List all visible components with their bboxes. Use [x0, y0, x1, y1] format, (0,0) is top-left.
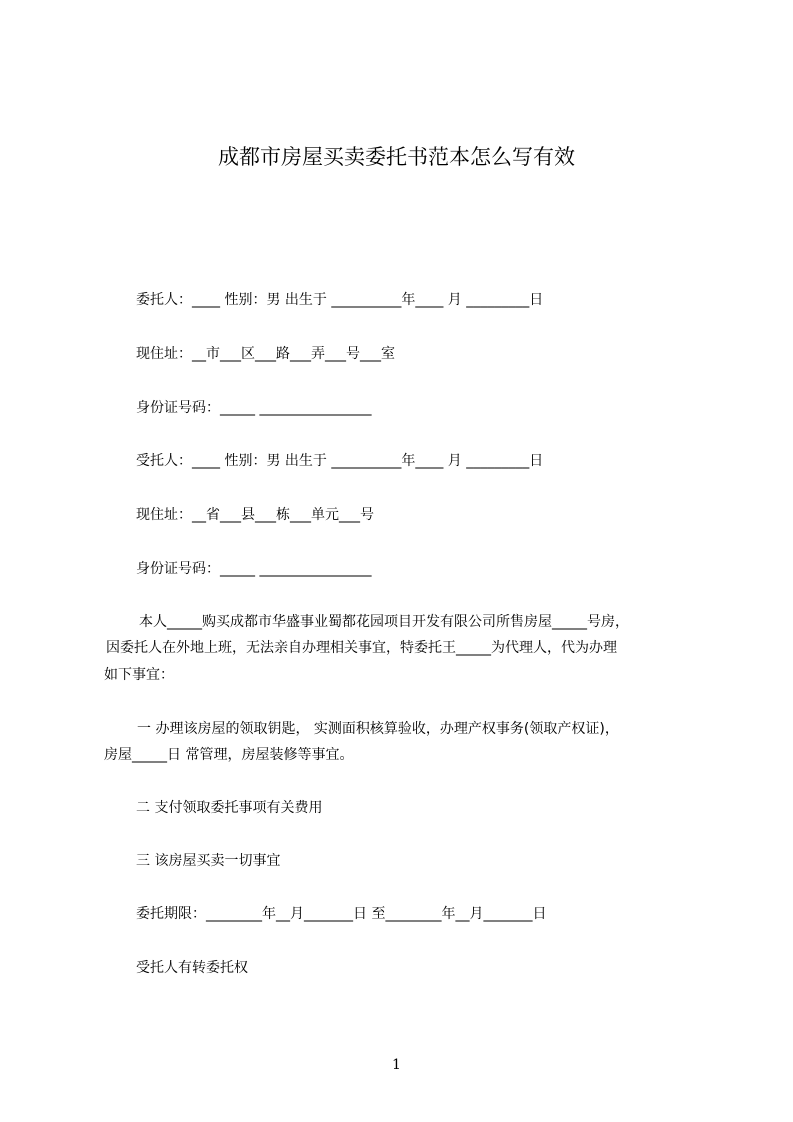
term-line: 委托期限：________年__月_______日 至________年__月_______日 [136, 906, 547, 922]
agent-address-line: 现住址：__省___县___栋___单元___号 [136, 507, 374, 523]
principal-info-line: 委托人：____ 性别：男 出生于 __________年____ 月 _________日 [136, 292, 544, 308]
agent-id-line: 身份证号码：_____ ________________ [136, 561, 372, 577]
principal-id-line: 身份证号码：_____ ________________ [136, 400, 372, 416]
item-1-line-2: 房屋_____日 常管理，房屋装修等事宜。 [104, 747, 354, 763]
intro-paragraph-line-3: 如下事宜： [104, 667, 174, 683]
item-2-line: 二 支付领取委托事项有关费用 [136, 800, 323, 816]
item-3-line: 三 该房屋买卖一切事宜 [136, 853, 281, 869]
item-1-line-1: 一 办理该房屋的领取钥匙， 实测面积核算验收，办理产权事务(领取产权证)， [137, 721, 619, 737]
page-number: 1 [392, 1057, 401, 1073]
document-title: 成都市房屋买卖委托书范本怎么写有效 [218, 145, 575, 169]
intro-paragraph-line-2: 因委托人在外地上班，无法亲自办理相关事宜，特委托王_____为代理人，代为办理 [106, 640, 617, 656]
transfer-right-line: 受托人有转委托权 [136, 960, 248, 976]
principal-address-line: 现住址：__市___区___路___弄___号___室 [136, 346, 395, 362]
intro-paragraph-line-1: 本人_____购买成都市华盛事业蜀都花园项目开发有限公司所售房屋_____号房， [139, 614, 629, 630]
agent-info-line: 受托人：____ 性别：男 出生于 __________年____ 月 _________日 [136, 453, 544, 469]
